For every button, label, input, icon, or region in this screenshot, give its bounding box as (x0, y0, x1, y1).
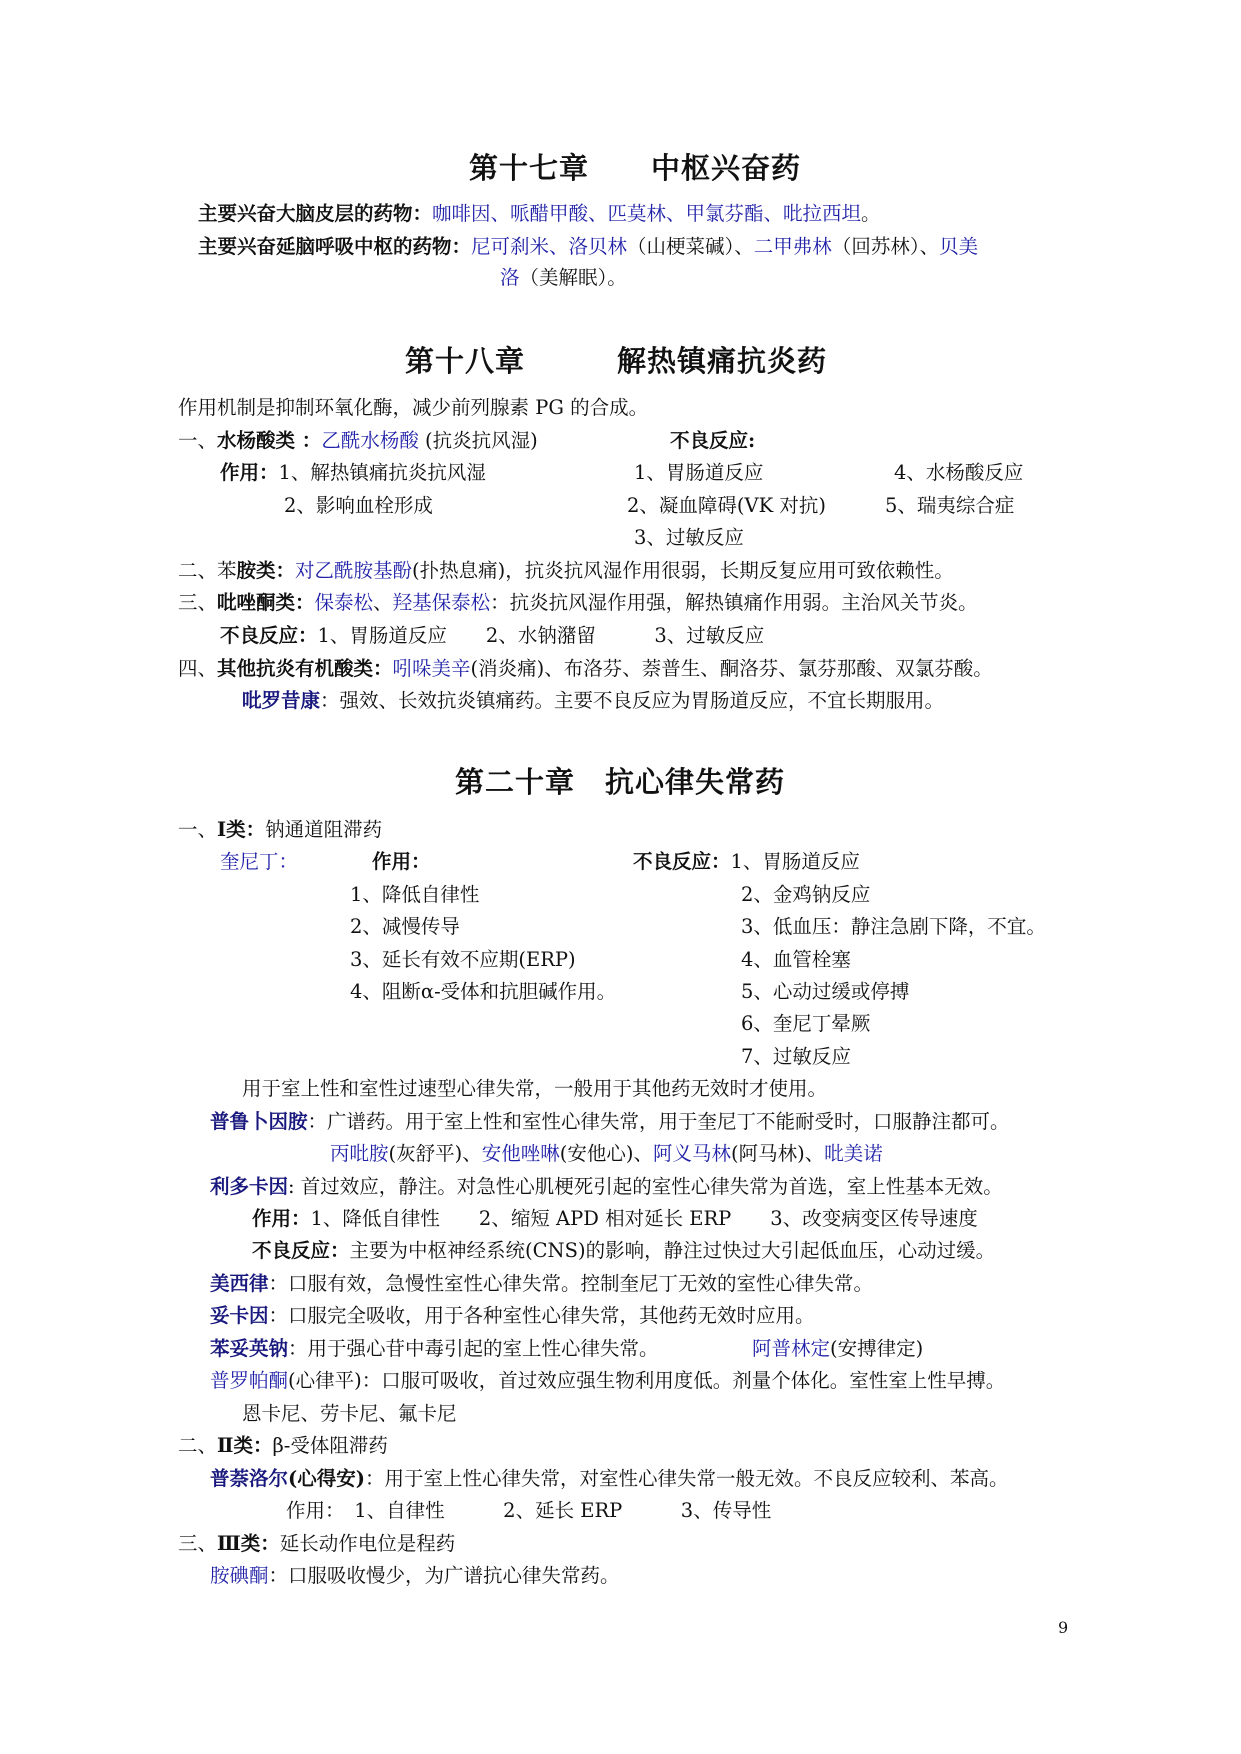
ch20-c3-text: 延长动作电位是程药 (279, 1532, 456, 1555)
ch20-quinidine-adv1: 1、胃肠道反应 (730, 850, 860, 873)
ch18-s2-label: 胺类： (236, 559, 296, 582)
ch17-drug-nikethamide: 尼可刹米、洛贝林 (471, 235, 628, 258)
chapter18-title (405, 343, 827, 379)
ch20-drug-ajmaline: 阿义马林 (652, 1142, 731, 1165)
ch20-aprindine-text: (安搏律定) (830, 1337, 924, 1360)
ch20-amiodarone-text: ：口服吸收慢少，为广谱抗心律失常药。 (268, 1564, 620, 1587)
ch18-s4-label: 其他抗炎有机酸类： (217, 657, 393, 680)
ch20-c2-prefix: 二、 (178, 1434, 218, 1457)
ch18-s3-line (178, 589, 978, 617)
ch17-label2: 主要兴奋延脑呼吸中枢的药物： (198, 235, 472, 258)
ch20-c3-prefix: 三、 (178, 1532, 218, 1555)
ch17-label1: 主要兴奋大脑皮层的药物： (198, 202, 433, 225)
ch20-quinidine-adv7: 7、过敏反应 (741, 1045, 851, 1068)
ch20-c1-text: 钠通道阻滞药 (265, 818, 383, 841)
ch20-drug-amiodarone: 胺碘酮 (210, 1564, 269, 1587)
ch18-s1-adv5: 5、瑞夷综合症 (885, 494, 1015, 517)
ch18-s3-prefix: 三、 (178, 591, 218, 614)
chapter17-title (469, 150, 801, 186)
ch20-c1-prefix: 一、 (178, 818, 218, 841)
ch20-drug-lidocaine: 利多卡因 (210, 1175, 289, 1198)
ch18-s1-prefix: 一、 (178, 429, 218, 452)
ch18-s2-text: (扑热息痛)，抗炎抗风湿作用很弱，长期反复应用可致依赖性。 (412, 559, 954, 582)
ch20-c2-label: Ⅱ类： (217, 1434, 273, 1457)
ch20-drug-disopyramide: 丙吡胺 (330, 1142, 389, 1165)
ch18-s5-line (242, 687, 944, 715)
ch20-quinidine-adv-label: 不良反应： (633, 850, 731, 873)
ch18-s1-act-label: 作用： (220, 461, 279, 484)
ch18-s2-line (178, 557, 954, 585)
ch20-lido-act-label: 作用： (252, 1207, 311, 1230)
ch18-s1-adv4: 4、水杨酸反应 (894, 461, 1024, 484)
ch20-lido-adv-text: 主要为中枢神经系统(CNS)的影响，静注过快过大引起低血压，心动过缓。 (349, 1239, 996, 1262)
ch17-line1 (198, 200, 881, 228)
ch20-c1-label: Ⅰ类： (217, 818, 266, 841)
ch18-s3-adverse (220, 622, 764, 650)
chapter17-name: 中枢兴奋药 (651, 151, 802, 185)
ch20-drug-propafenone: 普罗帕酮 (210, 1369, 289, 1392)
ch20-mexiletine-line (210, 1270, 873, 1298)
ch20-c1-line (178, 816, 382, 844)
ch20-c3-line (178, 1530, 455, 1558)
ch20-drug-aprindine: 阿普林定 (752, 1337, 831, 1360)
ch18-drug-aspirin: 乙酰水杨酸 (321, 429, 419, 452)
ch20-quinidine-act1: 1、降低自律性 (350, 883, 480, 906)
ch20-class1c-others: 恩卡尼、劳卡尼、氟卡尼 (242, 1402, 457, 1425)
ch18-s1-adverse-label: 不良反应: (670, 429, 756, 452)
ch18-s4-text: (消炎痛)、布洛芬、萘普生、酮洛芬、氯芬那酸、双氯芬酸。 (470, 657, 993, 680)
ch18-drug-piroxicam: 吡罗昔康 (242, 689, 321, 712)
ch20-drug-antazoline: 安他唑啉 (481, 1142, 560, 1165)
ch20-tocainide-line (210, 1302, 815, 1330)
ch17-line3 (500, 264, 627, 292)
ch18-s3-text: ：抗炎抗风湿作用强，解热镇痛作用弱。主治风关节炎。 (490, 591, 978, 614)
ch17-text2b: （回苏林）、 (831, 235, 940, 258)
ch20-c3-label: Ⅲ类： (217, 1532, 280, 1555)
ch20-drug-tocainide: 妥卡因 (210, 1304, 269, 1327)
ch20-alias1: (灰舒平)、 (388, 1142, 482, 1165)
ch20-quinidine-adverse-row1 (633, 848, 860, 876)
ch20-tocainide-text: ：口服完全吸收，用于各种室性心律失常，其他药无效时应用。 (268, 1304, 815, 1327)
ch17-end1: 。 (861, 202, 881, 225)
ch17-drug-bemegride-b: 洛 (500, 266, 520, 289)
ch20-class1a-list (330, 1140, 883, 1168)
ch20-phenytoin-text: ：用于强心苷中毒引起的室上性心律失常。 (288, 1337, 659, 1360)
ch18-s1-note: (抗炎抗风湿) (418, 429, 538, 452)
ch18-s2-prefix: 二、苯 (178, 559, 237, 582)
ch20-lido-act-text: 1、降低自律性 2、缩短 APD 相对延长 ERP 3、改变病变区传导速度 (310, 1207, 978, 1230)
ch20-quinidine-adv5: 5、心动过缓或停搏 (741, 980, 910, 1003)
ch18-s1-act2: 2、影响血栓形成 (284, 494, 433, 517)
ch20-quinidine-adv4: 4、血管栓塞 (741, 948, 851, 971)
ch20-drug-mexiletine: 美西律 (210, 1272, 269, 1295)
ch17-drug-bemegride-a: 贝美 (939, 235, 979, 258)
ch20-lidocaine-text: : 首过效应，静注。对急性心肌梗死引起的室性心律失常为首选，室上性基本无效。 (288, 1175, 1003, 1198)
ch17-drug-dimefline: 二甲弗林 (753, 235, 832, 258)
ch20-propranolol-line (210, 1465, 1008, 1493)
ch18-s1-adv3: 3、过敏反应 (634, 526, 744, 549)
ch20-lido-adv-label: 不良反应： (252, 1239, 350, 1262)
ch20-drug-pirmenol: 吡美诺 (824, 1142, 883, 1165)
chapter18-name: 解热镇痛抗炎药 (617, 344, 828, 378)
ch18-s1-label: 水杨酸类 ： (217, 429, 322, 452)
ch20-propranolol-alias: (心得安) (288, 1467, 365, 1490)
ch18-s1-act-row1 (220, 459, 486, 487)
ch20-drug-propranolol: 普萘洛尔 (210, 1467, 289, 1490)
ch20-alias2: (安他心)、 (559, 1142, 653, 1165)
ch20-quinidine-act3: 3、延长有效不应期(ERP) (350, 948, 576, 971)
ch20-lidocaine-line (210, 1173, 1003, 1201)
ch20-quinidine-act-label: 作用： (372, 850, 431, 873)
ch18-drug-oxyphenbutazone: 羟基保泰松 (392, 591, 491, 614)
ch17-text3: （美解眠）。 (519, 266, 627, 289)
ch20-quinidine-adv2: 2、金鸡钠反应 (741, 883, 871, 906)
ch20-phenytoin-line (210, 1335, 659, 1363)
ch18-s4-line (178, 655, 993, 683)
ch20-drug-phenytoin: 苯妥英钠 (210, 1337, 289, 1360)
ch18-s3-adv-text: 1、胃肠道反应 2、水钠潴留 3、过敏反应 (317, 624, 765, 647)
ch20-alias3: (阿马林)、 (730, 1142, 825, 1165)
ch18-mechanism: 作用机制是抑制环氧化酶，减少前列腺素 PG 的合成。 (178, 396, 649, 419)
chapter20-name: 抗心律失常药 (605, 765, 786, 799)
ch20-propafenone-text: (心律平)：口服可吸收，首过效应强生物利用度低。剂量个体化。室性室上性早搏。 (288, 1369, 1006, 1392)
ch18-drug-phenylbutazone: 保泰松 (314, 591, 374, 614)
ch18-s1-line (178, 427, 538, 455)
chapter18-number: 第十八章 (405, 344, 526, 378)
ch20-c2-line (178, 1432, 388, 1460)
chapter17-number: 第十七章 (469, 151, 590, 185)
ch20-propranolol-text: ：用于室上性心律失常，对室性心律失常一般无效。不良反应较利、苯高。 (364, 1467, 1009, 1490)
ch20-quinidine-act4: 4、阻断α-受体和抗胆碱作用。 (350, 980, 617, 1003)
ch18-s3-sep: 、 (373, 591, 393, 614)
ch20-amiodarone-line (210, 1562, 620, 1590)
ch18-s5-text: ：强效、长效抗炎镇痛药。主要不良反应为胃肠道反应，不宜长期服用。 (320, 689, 945, 712)
ch17-line2 (198, 233, 978, 261)
ch20-propranolol-action: 作用： 1、自律性 2、延长 ERP 3、传导性 (286, 1499, 772, 1522)
ch20-quinidine-use: 用于室上性和室性过速型心律失常，一般用于其他药无效时才使用。 (242, 1077, 828, 1100)
ch17-drugs1: 咖啡因、哌醋甲酸、匹莫林、甲氯芬酯、吡拉西坦 (432, 202, 862, 225)
ch18-s3-label: 吡唑酮类： (217, 591, 315, 614)
chapter20-number: 第二十章 (455, 765, 576, 799)
ch20-c2-text: β-受体阻滞药 (272, 1434, 388, 1457)
ch18-s1-adv1: 1、胃肠道反应 (634, 461, 764, 484)
ch20-aprindine-line (752, 1335, 923, 1363)
ch20-propafenone-line (210, 1367, 1005, 1395)
ch20-quinidine-adv6: 6、奎尼丁晕厥 (741, 1012, 871, 1035)
ch17-text2a: （山梗菜碱）、 (627, 235, 754, 258)
ch20-procainamide-line (210, 1108, 1010, 1136)
page-number: 9 (1058, 1618, 1069, 1637)
ch20-lidocaine-action (252, 1205, 978, 1233)
ch18-drug-paracetamol: 对乙酰胺基酚 (295, 559, 413, 582)
ch20-quinidine-act2: 2、减慢传导 (350, 915, 460, 938)
ch18-s1-act1: 1、解热镇痛抗炎抗风湿 (278, 461, 486, 484)
ch18-s4-prefix: 四、 (178, 657, 218, 680)
ch20-mexiletine-text: ：口服有效，急慢性室性心律失常。控制奎尼丁无效的室性心律失常。 (268, 1272, 874, 1295)
ch20-lidocaine-adverse (252, 1237, 995, 1265)
ch18-s1-adv2: 2、凝血障碍(VK 对抗) (627, 494, 826, 517)
ch20-quinidine-adv3: 3、低血压：静注急剧下降，不宜。 (741, 915, 1046, 938)
ch18-s3-adv-label: 不良反应： (220, 624, 318, 647)
ch20-drug-quinidine: 奎尼丁： (220, 850, 299, 873)
chapter20-title (455, 764, 785, 800)
ch20-drug-procainamide: 普鲁卜因胺 (210, 1110, 308, 1133)
ch20-procainamide-text: ：广谱药。用于室上性和室性心律失常，用于奎尼丁不能耐受时，口服静注都可。 (307, 1110, 1010, 1133)
ch18-drug-indomethacin: 吲哚美辛 (392, 657, 471, 680)
